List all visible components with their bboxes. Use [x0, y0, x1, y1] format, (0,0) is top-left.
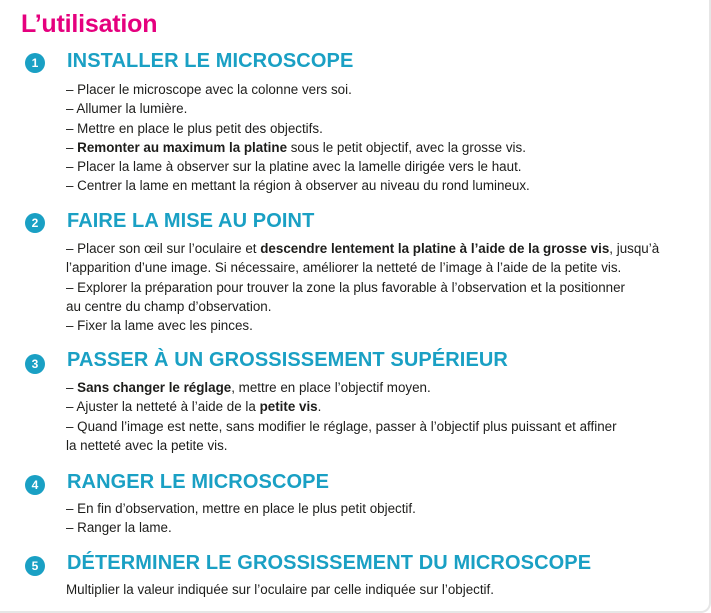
text-line [66, 417, 706, 436]
text-line [66, 436, 706, 455]
text-line [66, 138, 706, 157]
text-run: la netteté avec la petite vis. [66, 437, 228, 453]
text-run: au centre du champ d’observation. [66, 298, 272, 314]
step-number-badge: 3 [25, 354, 45, 374]
text-line [66, 157, 706, 176]
text-line [66, 499, 706, 518]
text-run: – Quand l’image est nette, sans modifier le réglage, passer à l’objectif plus puissant et affiner [66, 418, 617, 434]
text-line [66, 580, 706, 599]
text-run: – Ranger la lame. [66, 520, 172, 536]
text-run: . [317, 399, 322, 415]
section-body [66, 80, 706, 196]
text-run: – Allumer la lumière. [66, 101, 188, 117]
section-body [66, 580, 706, 599]
section-heading: DÉTERMINER LE GROSSISSEMENT DU MICROSCOPE [67, 552, 592, 574]
text-line [66, 99, 706, 118]
text-run: – Placer son œil sur l’oculaire et [66, 241, 261, 256]
text-line [66, 119, 706, 138]
section-body [66, 378, 706, 455]
step-number-badge: 4 [25, 475, 45, 495]
text-line [66, 316, 706, 335]
text-line [66, 80, 706, 99]
emphasized-text: Sans changer le réglage [77, 380, 232, 395]
text-run: – Placer la lame à observer sur la platine avec la lamelle dirigée vers le haut. [66, 159, 522, 175]
text-run: – Fixer la lame avec les pinces. [66, 318, 253, 334]
text-run: – Mettre en place le plus petit des objectifs. [66, 120, 323, 136]
step-number-badge: 1 [25, 53, 45, 73]
text-run: , jusqu’à [609, 241, 660, 256]
section-heading: INSTALLER LE MICROSCOPE [67, 50, 354, 72]
text-line [66, 297, 706, 316]
text-line [66, 258, 706, 277]
text-run: Multiplier la valeur indiquée sur l’oculaire par celle indiquée sur l’objectif. [66, 582, 494, 597]
step-number-badge: 2 [25, 213, 45, 233]
text-run: – [66, 380, 78, 395]
step-number-badge: 5 [25, 556, 45, 576]
text-line [66, 518, 706, 537]
text-run: – Explorer la préparation pour trouver la zone la plus favorable à l’observation et la positionner [66, 279, 626, 295]
emphasized-text: petite vis [259, 399, 318, 415]
page-title: L’utilisation [21, 10, 158, 38]
section-body [66, 499, 706, 538]
text-run: l’apparition d’une image. Si nécessaire, améliorer la netteté de l’image à l’aide de la petite vis. [66, 260, 622, 276]
emphasized-text: Remonter au maximum la platine [77, 139, 288, 155]
text-run: – [66, 139, 78, 155]
text-line [66, 176, 706, 195]
section-body [66, 239, 706, 335]
text-run: – Ajuster la netteté à l’aide de la [66, 399, 260, 415]
text-line [66, 378, 706, 397]
section-heading: RANGER LE MICROSCOPE [67, 471, 330, 493]
section-heading: FAIRE LA MISE AU POINT [67, 210, 315, 232]
text-line [66, 278, 706, 297]
text-run: , mettre en place l’objectif moyen. [231, 380, 431, 395]
text-run: – En fin d’observation, mettre en place le plus petit objectif. [66, 501, 416, 516]
text-run: – Placer le microscope avec la colonne vers soi. [66, 82, 352, 97]
text-line [66, 239, 706, 258]
emphasized-text: descendre lentement la platine à l’aide de la grosse vis [260, 241, 610, 256]
section-heading: PASSER À UN GROSSISSEMENT SUPÉRIEUR [67, 349, 508, 371]
text-run: – Centrer la lame en mettant la région à observer au niveau du rond lumineux. [66, 178, 530, 194]
text-run: sous le petit objectif, avec la grosse vis. [287, 139, 526, 155]
text-line [66, 397, 706, 416]
